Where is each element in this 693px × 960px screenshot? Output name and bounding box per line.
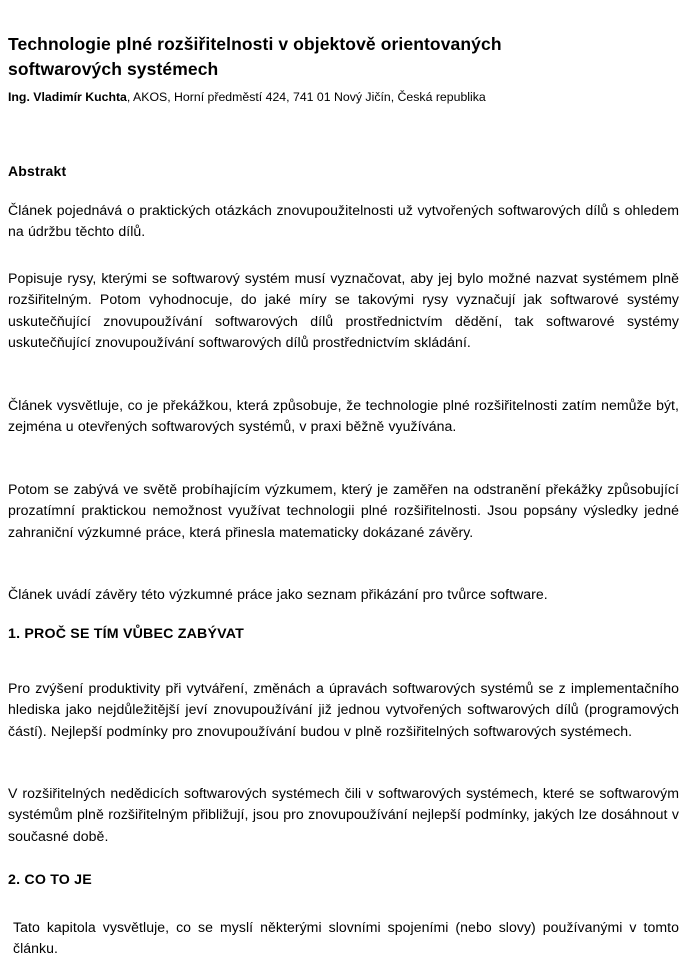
section-1-paragraph-2: V rozšiřitelných nedědicích softwarových systémech čili v softwarových systémech, které se softwarovým systémům plně rozšiřitelným přibližují, jsou pro znovupoužívání nejlepší podmínky, jakých lze dosáhnout v současné době.	[8, 785, 679, 844]
author-affiliation: , AKOS, Horní předměstí 424, 741 01 Nový Jičín, Česká republika	[126, 90, 486, 104]
author-name: Ing. Vladimír Kuchta	[8, 90, 127, 104]
abstract-paragraph-2: Popisuje rysy, kterými se softwarový systém musí vyznačovat, aby jej bylo možné nazvat systémem plně rozšiřitelným. Potom vyhodnocuje, do jaké míry se takovými rysy vyznačují jak softwarové systémy uskutečňující znovupoužívání softwarových dílů prostřednictvím dědění, tak softwarové systémy uskutečňující znovupoužívání softwarových dílů prostřednictvím skládání.	[8, 270, 679, 350]
section-1-paragraph-1: Pro zvýšení produktivity při vytváření, změnách a úpravách softwarových systémů se z implementačního hlediska jako nejdůležitější jeví znovupoužívání již jednou vytvořených softwarových dílů (programových částí). Nejlepší podmínky pro znovupoužívání budou v plně rozšiřitelných softwarových systémech.	[8, 680, 679, 739]
abstract-paragraph-3: Článek vysvětluje, co je překážkou, která způsobuje, že technologie plné rozšiřitelnosti zatím nemůže být, zejména u otevřených softwarových systémů, v praxi běžně využívána.	[8, 397, 679, 435]
page-title-line-2: softwarových systémech	[8, 58, 219, 79]
abstract-paragraph-4: Potom se zabývá ve světě probíhajícím výzkumem, který je zaměřen na odstranění překážky způsobující prozatímní praktickou nemožnost využívat technologii plné rozšiřitelnosti. Jsou popsány výsledky jedné zahraniční výzkumné práce, která přinesla matematicky dokázané závěry.	[8, 481, 679, 540]
abstract-heading: Abstrakt	[8, 162, 67, 179]
page-title	[8, 32, 678, 82]
section-heading-1: 1. PROČ SE TÍM VŮBEC ZABÝVAT	[8, 625, 245, 642]
author-affiliation-line	[8, 89, 680, 105]
abstract-paragraph-5: Článek uvádí závěry této výzkumné práce jako seznam přikázání pro tvůrce software.	[8, 586, 548, 603]
abstract-paragraph-1: Článek pojednává o praktických otázkách znovupoužitelnosti už vytvořených softwarových dílů s ohledem na údržbu těchto dílů.	[8, 202, 679, 240]
page-title-line-1: Technologie plné rozšiřitelnosti v objektově orientovaných	[8, 33, 502, 54]
section-2-paragraph-1: Tato kapitola vysvětluje, co se myslí některými slovními spojeními (nebo slovy) používanými v tomto článku.	[13, 919, 679, 957]
section-heading-2: 2. CO TO JE	[8, 871, 92, 888]
